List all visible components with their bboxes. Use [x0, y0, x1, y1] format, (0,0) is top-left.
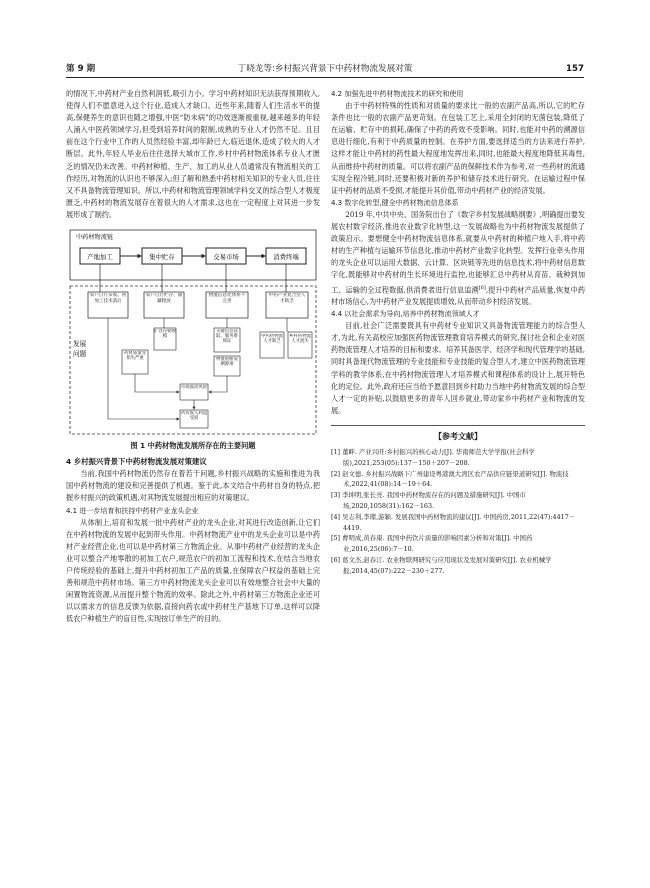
right-column	[331, 88, 585, 577]
sub-a-2-text: 药材质量受损失严重	[124, 351, 146, 362]
section-4-title: 4 乡村振兴背景下中药材物流发展对策建议	[66, 457, 207, 467]
issues-label-b: 问题	[73, 350, 87, 359]
flow-b	[209, 376, 227, 392]
sub-b-1-text: 关键信息获取、服务难保证	[216, 329, 238, 345]
issues-label-a: 发展	[73, 340, 87, 349]
reference-item: [5] 曹明成,黄春康. 我国中药饮片质量的影响因素分析和对策[J]. 中国药业,2016,25(06):7－10.	[331, 534, 533, 554]
running-header	[66, 60, 584, 78]
reference-item: [4] 吴志利,李璨,游颖. 发展我国中药材物流的建议[J]. 中国药房,2011,22(47):4417－4419.	[331, 512, 576, 532]
figure-1-diagram	[66, 228, 320, 436]
problem-1-text: 农户自行采收、初加工技术落后	[89, 293, 127, 304]
subsection-4-3-text: 2019 年,中共中央、国务院出台了《数字乡村发展战略纲要》,明确提出要发展农村数字经济,推进农业数字化转型,这一发展战略也为中药材物流发展提供了政策启示。要想健全中药材物流信息体系,就要从中药材的种植户地入手,将中药材的生产种植与运输环节信息化,推动中药材产业数字化转型。发挥行业牵头作用的龙头企业可以运用大数据、云计算、区块链等先进的信息技术,将中药材信息数字化,既能够对中药材的生长环境进行监控,也能够汇总中药材从育苗、栽种到加工、运输的全过程数据,供消费者进行信息追溯	[331, 209, 585, 294]
problem-2-text: 农户自行贮存、储藏粗放	[145, 293, 183, 304]
references-title: 【参考文献】	[331, 425, 585, 442]
subsection-4-1-paragraph: 从体制上,培育和发展一批中药材产业的龙头企业,对其进行改造创新,让它们在中药材物流的发展中起到带头作用。中药材物流产业中的龙头企业可以是中药材产业经营企业,也可以是中药材第三方物流企业。从事中药材产业经营的龙头企业可以整合产地零散的初加工农户,规范农户的初加工流程和技术,在结合当地农户传统经验的基础上,提升中药材初加工产品的质量,在保障农户权益的基础上完善和规范中药材市场。第三方中药材物流龙头企业可以有效地整合社会中大量的闲置物流资源,从而提升整个物流的效率。除此之外,中药材第三方物流企业还可以以需求方的信息反馈为依据,直接向药农或中药材生产基地下订单,这样可以降低农户种植生产的盲目性,实现按订单生产的目的。	[66, 517, 320, 624]
sub-c-2-text: 乡村药物流人才流失	[289, 334, 311, 345]
section-4-paragraph: 当前,我国中药材物流仍然存在着若干问题,乡村振兴战略的实施和推进为我国中药材物流的建设和完善提供了机遇。鉴于此,本文结合中药材自身的特点,把握乡村振兴的政策机遇,对其物流发展提出相应的对策建议。	[66, 469, 320, 503]
flow-c	[108, 376, 179, 419]
chain-box-4-label: 消费终端	[273, 253, 299, 262]
problem-4-text: 中药产业复合型人才缺乏	[268, 293, 306, 304]
reference-item: [2] 赵文德. 乡村振兴战略下广州建设粤港澳大湾区农产品供应链渠道研究[J]. 物流技术,2022,41(08):14－19＋64.	[331, 469, 569, 489]
subsection-4-2-title: 4.2 加强先进中药材物流技术的研究和使用	[331, 90, 464, 98]
chain-box-1-label: 产地加工	[87, 253, 113, 262]
figure-1	[66, 228, 320, 436]
page-number: 157	[566, 64, 584, 74]
intro-paragraph: 的情况下,中药材产业自然利润低,吸引力小。学习中药材知识无法获得预期收入,使得人们不愿意进入这个行业,造成人才缺口。近些年来,随着人们生活水平的提高,保健养生的意识也随之增强,中医“防未病”的功效逐渐被重视,越来越多的年轻人涌入中医药领域学习,但受到培养时间的限制,成熟的专业人才仍然不足。且目前在这个行业中工作的人员然经验丰富,却年龄已大,临近退休,造成了较大的人才断层。此外,年轻人毕业后往往选择大城市工作,乡村中药材物流体系专业人才匮乏的情况仍未改善。中药材种植、生产、加工的从业人员通常没有物流相关的工作经历,对物流的认识也不够深入;但了解和熟悉中药材相关知识的专业人员,往往又不具备物流管理知识。所以,中药材和物流管理领域学科交叉的综合型人才极度匮乏,中药材的物流发展存在着很大的人才需求,这也在一定程度上对其进一步发展形成了制约。	[66, 89, 320, 219]
subsection-4-2-paragraph: 由于中药材特殊的性质和对质量的要求比一般的农副产品高,所以,它的贮存条件也比一般的农副产品更苛刻。在包装工艺上,采用全封闭的无菌包装,降低了在运输、贮存中的损耗,确保了中药的药效不受影响。同时,也能对中药的溯源信息进行细化,有利于中药质量的控制。在养护方面,要选择适当的方法来进行养护,这样才能让中药材的药性最大程度地发挥出来,同时,也能最大程度地降低其毒性,从而维持中药材的质量。可以将农副产品的保鲜技术作为参考,对一些药材的流通实现全程冷链,同时,还要积极对新的养护和储存技术进行研究。在运输过程中保证中药材的品质不受损,才能提升其价值,带动中药材产业的经济发展。	[331, 101, 585, 195]
mid-text: 市场波动风险	[180, 385, 208, 391]
subsection-4-3-title: 4.3 数字化转型,健全中药材物流信息体系	[331, 198, 459, 207]
sub-c-1-text: 中药材物流人才缺乏	[261, 334, 283, 345]
issue-label: 第 9 期	[66, 64, 96, 74]
running-title: 丁晓龙等:乡村振兴背景下中药材物流发展对策	[237, 64, 413, 74]
chain-box-2-label: 集中贮存	[149, 253, 175, 262]
reference-item: [1] 董畔. 产业兴旺:乡村振兴的核心动力[J]. 华南师范大学学报(社会科学版),2021,253(05):137－150＋207－208.	[331, 448, 535, 467]
sub-a-1-text: 扩容存储规模	[154, 329, 176, 340]
flow-a	[135, 374, 179, 392]
subsection-4-1-title: 4.1 进一步培育和扶持中药材产业龙头企业	[66, 506, 199, 515]
left-column	[66, 88, 320, 625]
chain-box-3-label: 交易市场	[213, 253, 239, 262]
bottom-text: 药农收入利益受损	[180, 411, 208, 422]
reference-item: [6] 葛文杰,赵春江. 农业物联网研究与应用现状及发展对策研究[J]. 农业机械学报,2014,45(07):222－230＋277.	[331, 555, 552, 575]
subsection-4-4-paragraph: 目前,社会广泛需要既具有中药材专业知识又具备物流管理能力的综合型人才,为此,有关高校应加强医药物流管理教育培养模式的研究,探讨社会和企业对医药物流管理人才培养的目标和要求。培养其备医学、经济学和现代管理学的基础,同时具备现代物流管理的专业技能和专业技能的复合型人才,建立中医药物流管理学科的教学体系,在中药材物流管理人才培养模式和课程体系的设计上,展开特色化的定位。此外,政府还应当给予愿意回到乡村助力当地中药材物流发展的综合型人才一定的补贴,以鼓励更多的青年人回乡就业,带动家乡中药材产业和物流的发展。	[331, 321, 585, 415]
chain-frame-label: 中药材物流链	[76, 234, 114, 242]
subsection-4-3-paragraph	[331, 209, 585, 308]
subsection-4-3-text-end: ,提升中药材产品质量,恢复中药材市场信心,为中药材产业发展提质增效,从而带动乡村经济发展。	[331, 284, 585, 306]
citation-6: [6]	[478, 284, 486, 291]
reference-item: [3] 李坤明,张长亮. 我国中药材物流存在的问题及措施研究[J]. 中国市场,2020,1058(31):162－163.	[331, 491, 526, 510]
problem-3-text: 物流信息化体系不完善	[208, 293, 246, 304]
sub-b-2-text: 物流链断裂溯源难	[216, 357, 238, 368]
subsection-4-4-title: 4.4 以社会需求为导向,培养中药材物流领域人才	[331, 310, 480, 319]
figure-caption: 图 1 中药材物流发展所存在的主要问题	[130, 441, 256, 451]
